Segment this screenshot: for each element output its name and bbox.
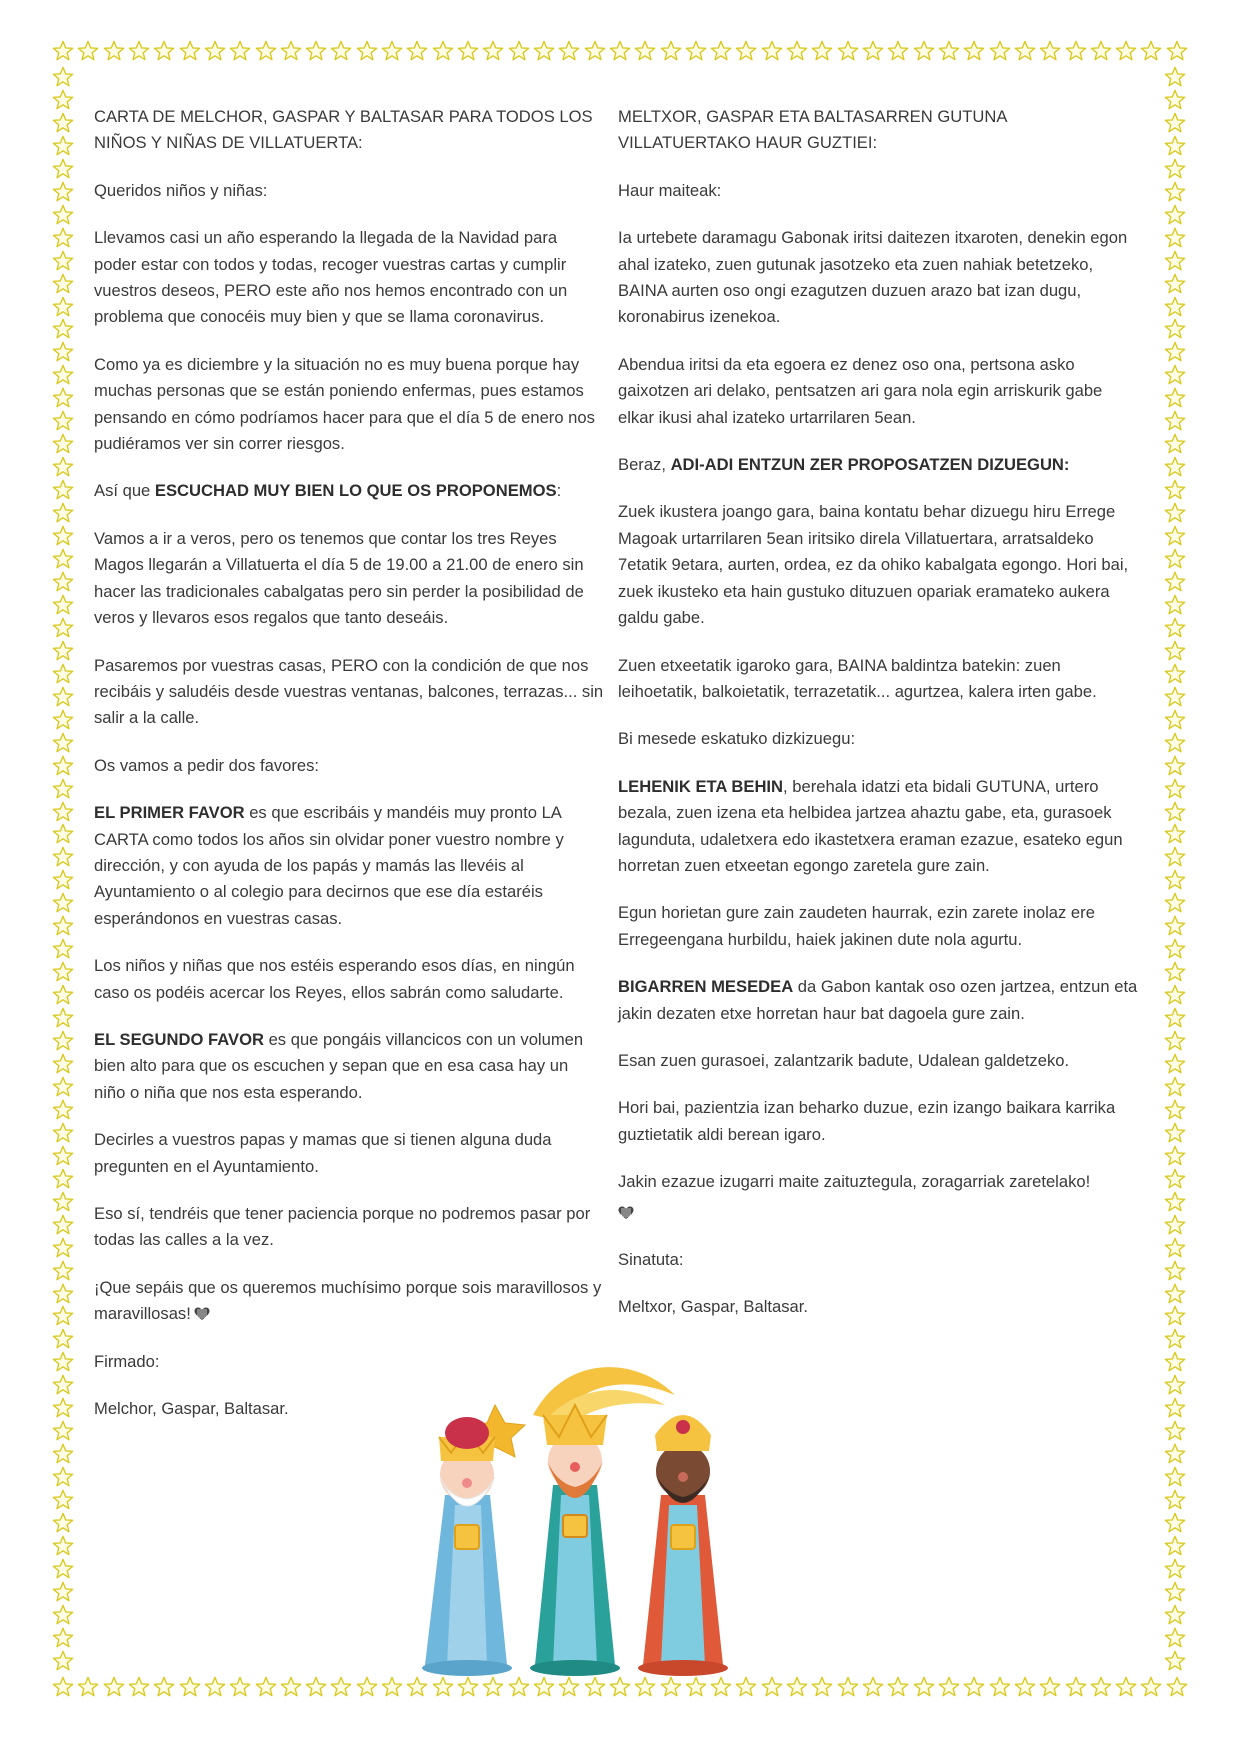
star-icon	[280, 40, 302, 62]
star-icon	[52, 410, 74, 432]
star-icon	[52, 1397, 74, 1419]
star-icon	[508, 40, 530, 62]
star-icon	[52, 869, 74, 891]
star-icon	[1164, 341, 1186, 363]
star-icon	[432, 40, 454, 62]
star-icon	[52, 755, 74, 777]
star-icon	[457, 1676, 479, 1698]
star-icon	[1164, 732, 1186, 754]
star-icon	[330, 1676, 352, 1698]
star-icon	[305, 40, 327, 62]
signed-label: Firmado:	[94, 1351, 160, 1371]
star-icon	[255, 1676, 277, 1698]
star-icon	[1164, 778, 1186, 800]
star-icon	[1164, 112, 1186, 134]
star-icon	[1164, 204, 1186, 226]
star-icon	[52, 1099, 74, 1121]
star-icon	[204, 40, 226, 62]
star-icon	[52, 1604, 74, 1626]
first-favor-text: , berehala idatzi eta bidali GUTUNA, urtero bezala, zuen izena eta helbidea jartzea ahaztu gabe, eta, gurasoek lagunduta, udaletxera edo ikastetxera eraman ezazue, esateko egun horretan zuen etxeetan egongo zaretela gure zain.	[618, 776, 1123, 875]
signed-label: Sinatuta:	[618, 1250, 684, 1269]
star-icon	[1164, 1260, 1186, 1282]
star-icon	[1164, 1650, 1186, 1672]
star-icon	[1164, 1122, 1186, 1144]
star-icon	[1164, 1007, 1186, 1029]
star-icon	[1164, 1305, 1186, 1327]
star-icon	[710, 1676, 732, 1698]
star-icon	[1164, 686, 1186, 708]
star-icon	[634, 1676, 656, 1698]
star-icon	[52, 158, 74, 180]
star-icon	[533, 1676, 555, 1698]
paragraph-9	[94, 1027, 604, 1106]
star-icon	[1166, 1676, 1188, 1698]
star-icon	[52, 1214, 74, 1236]
heart-line	[618, 1200, 1138, 1226]
star-icon	[786, 40, 808, 62]
star-icon	[1164, 1581, 1186, 1603]
king-melchor-icon	[422, 1417, 512, 1676]
star-icon	[406, 1676, 428, 1698]
star-icon	[52, 112, 74, 134]
paragraph-3	[94, 478, 604, 504]
star-icon	[482, 1676, 504, 1698]
star-icon	[1164, 296, 1186, 318]
star-icon	[52, 250, 74, 272]
star-icon	[1164, 1374, 1186, 1396]
paragraph-3	[618, 452, 1138, 478]
star-icon	[1164, 1558, 1186, 1580]
paragraph-10: Esan zuen gurasoei, zalantzarik badute, Udalean galdetzeko.	[618, 1050, 1070, 1070]
star-icon	[1164, 479, 1186, 501]
star-icon	[52, 1076, 74, 1098]
star-icon	[1164, 801, 1186, 823]
paragraph-7	[94, 800, 604, 932]
star-icon	[584, 40, 606, 62]
paragraph-11: Hori bai, pazientzia izan beharko duzue, ezin izango baikara karrika guztietatik aldi berean igaro.	[618, 1098, 1116, 1144]
paragraph-11: Eso sí, tendréis que tener paciencia porque no podremos pasar por todas las calles a la vez.	[94, 1204, 591, 1250]
star-icon	[482, 40, 504, 62]
star-icon	[1065, 40, 1087, 62]
star-icon	[52, 548, 74, 570]
paragraph-3-bold: ADI-ADI ENTZUN ZER PROPOSATZEN DIZUEGUN:	[670, 455, 1070, 475]
star-icon	[1164, 915, 1186, 937]
star-icon	[1164, 433, 1186, 455]
star-icon	[52, 1145, 74, 1167]
star-icon	[381, 1676, 403, 1698]
paragraph-2: Como ya es diciembre y la situación no es muy buena porque hay muchas personas que se están poniendo enfermas, pues estamos pensando en cómo podríamos hacer para que el día 5 de enero nos pudiéramos ver sin correr riesgos.	[94, 354, 595, 454]
second-favor-label: EL SEGUNDO FAVOR	[94, 1029, 264, 1049]
paragraph-8: Egun horietan gure zain zaudeten haurrak, ezin zarete inolaz ere Erregeengana hurbildu, haiek jakinen dute nola agurtu.	[618, 903, 1095, 949]
star-icon	[1164, 823, 1186, 845]
star-icon	[52, 296, 74, 318]
star-icon	[887, 1676, 909, 1698]
star-icon	[1164, 984, 1186, 1006]
star-icon	[735, 1676, 757, 1698]
paragraph-1: Llevamos casi un año esperando la llegada de la Navidad para poder estar con todos y todas, recoger vuestras cartas y cumplir vuestros deseos, PERO este año nos hemos encontrado con un problema que conocéis muy bien y que se llama coronavirus.	[94, 228, 568, 327]
star-icon	[862, 1676, 884, 1698]
star-border-right	[1164, 66, 1186, 1672]
star-icon	[52, 1283, 74, 1305]
star-icon	[280, 1676, 302, 1698]
star-icon	[229, 1676, 251, 1698]
star-icon	[811, 1676, 833, 1698]
star-icon	[963, 40, 985, 62]
star-icon	[685, 1676, 707, 1698]
star-icon	[1140, 1676, 1162, 1698]
star-icon	[52, 135, 74, 157]
star-border-top	[52, 40, 1188, 62]
paragraph-12-text: Jakin ezazue izugarri maite zaituztegula, zoragarriak zaretelako!	[618, 1172, 1091, 1192]
star-icon	[52, 984, 74, 1006]
star-icon	[1164, 456, 1186, 478]
star-icon	[1014, 40, 1036, 62]
star-icon	[1164, 66, 1186, 88]
star-icon	[52, 1305, 74, 1327]
star-icon	[52, 640, 74, 662]
star-icon	[963, 1676, 985, 1698]
star-icon	[685, 40, 707, 62]
star-icon	[558, 40, 580, 62]
star-icon	[1164, 1076, 1186, 1098]
star-icon	[1164, 387, 1186, 409]
star-icon	[1164, 594, 1186, 616]
star-icon	[229, 40, 251, 62]
star-icon	[1164, 227, 1186, 249]
star-icon	[457, 40, 479, 62]
star-icon	[1164, 709, 1186, 731]
salutation: Queridos niños y niñas:	[94, 180, 268, 200]
star-icon	[1115, 1676, 1137, 1698]
paragraph-7	[618, 774, 1138, 880]
star-icon	[1164, 755, 1186, 777]
star-icon	[52, 364, 74, 386]
letter-heading: MELTXOR, GASPAR ETA BALTASARREN GUTUNA VILLATUERTAKO HAUR GUZTIEI:	[618, 107, 1007, 153]
star-icon	[1164, 1604, 1186, 1626]
king-baltasar-icon	[638, 1415, 728, 1676]
signature: Melchor, Gaspar, Baltasar.	[94, 1399, 289, 1419]
star-icon	[1164, 1053, 1186, 1075]
star-icon	[52, 663, 74, 685]
star-icon	[52, 227, 74, 249]
star-icon	[1164, 571, 1186, 593]
star-icon	[989, 40, 1011, 62]
star-icon	[660, 40, 682, 62]
star-icon	[1065, 1676, 1087, 1698]
star-icon	[52, 525, 74, 547]
star-icon	[634, 40, 656, 62]
star-icon	[52, 778, 74, 800]
star-icon	[432, 1676, 454, 1698]
star-icon	[52, 1351, 74, 1373]
star-icon	[52, 1489, 74, 1511]
star-icon	[52, 387, 74, 409]
star-icon	[1164, 1191, 1186, 1213]
star-icon	[52, 433, 74, 455]
star-icon	[1164, 1443, 1186, 1465]
star-icon	[1164, 410, 1186, 432]
star-icon	[103, 40, 125, 62]
star-icon	[837, 1676, 859, 1698]
star-icon	[52, 1558, 74, 1580]
star-icon	[660, 1676, 682, 1698]
star-icon	[52, 1030, 74, 1052]
star-icon	[381, 40, 403, 62]
star-icon	[1164, 846, 1186, 868]
star-icon	[1164, 273, 1186, 295]
star-icon	[128, 1676, 150, 1698]
star-icon	[913, 1676, 935, 1698]
star-icon	[179, 40, 201, 62]
star-icon	[938, 1676, 960, 1698]
star-icon	[609, 1676, 631, 1698]
star-icon	[1164, 1397, 1186, 1419]
star-icon	[52, 456, 74, 478]
star-icon	[52, 1420, 74, 1442]
star-icon	[1164, 1535, 1186, 1557]
star-icon	[1164, 364, 1186, 386]
star-icon	[52, 732, 74, 754]
star-icon	[52, 1122, 74, 1144]
star-icon	[508, 1676, 530, 1698]
star-icon	[1090, 1676, 1112, 1698]
star-icon	[52, 1328, 74, 1350]
spanish-letter	[94, 104, 604, 1443]
star-icon	[356, 1676, 378, 1698]
star-icon	[1164, 1512, 1186, 1534]
star-icon	[179, 1676, 201, 1698]
star-icon	[1014, 1676, 1036, 1698]
star-icon	[52, 40, 74, 62]
star-icon	[1164, 938, 1186, 960]
star-icon	[52, 892, 74, 914]
paragraph-12	[618, 1169, 1138, 1195]
second-favor-text: es que pongáis villancicos con un volumen bien alto para que os escuchen y sepan que en esa casa hay un niño o niña que nos esta esperando.	[94, 1029, 584, 1102]
star-icon	[1164, 640, 1186, 662]
second-favor-text: da Gabon kantak oso ozen jartzea, entzun eta jakin dezaten etxe horretan haur bat dagoela gure zain.	[618, 977, 1138, 1023]
star-icon	[1164, 1489, 1186, 1511]
star-icon	[52, 594, 74, 616]
star-icon	[305, 1676, 327, 1698]
star-icon	[52, 1581, 74, 1603]
star-icon	[52, 1650, 74, 1672]
first-favor-label: EL PRIMER FAVOR	[94, 803, 245, 823]
star-icon	[862, 40, 884, 62]
star-icon	[52, 1260, 74, 1282]
three-kings-illustration	[415, 1365, 775, 1677]
star-icon	[1164, 1466, 1186, 1488]
star-icon	[330, 40, 352, 62]
star-icon	[1164, 502, 1186, 524]
star-icon	[761, 1676, 783, 1698]
salutation: Haur maiteak:	[618, 180, 722, 200]
star-icon	[1164, 869, 1186, 891]
paragraph-9	[618, 974, 1138, 1027]
star-icon	[52, 571, 74, 593]
star-icon	[52, 204, 74, 226]
star-icon	[609, 40, 631, 62]
star-icon	[52, 1443, 74, 1465]
paragraph-4: Zuek ikustera joango gara, baina kontatu behar dizuegu hiru Errege Magoak urtarrilaren 5ean iritsiko direla Villatuertara, arratsaldeko 7etatik 9etara, aurten, ordea, ez da ohiko kabalgata egongo. Hori bai, zuek ikusteko eta hain gustuko dituzuen opariak eramateko aukera galdu gabe.	[618, 502, 1129, 628]
star-icon	[52, 617, 74, 639]
star-icon	[584, 1676, 606, 1698]
star-icon	[1164, 135, 1186, 157]
basque-letter	[618, 104, 1138, 1342]
paragraph-5: Pasaremos por vuestras casas, PERO con la condición de que nos recibáis y saludéis desde vuestras ventanas, balcones, terrazas... sin salir a la calle.	[94, 655, 604, 728]
paragraph-6: Os vamos a pedir dos favores:	[94, 755, 320, 775]
star-icon	[1164, 663, 1186, 685]
star-icon	[887, 40, 909, 62]
paragraph-4: Vamos a ir a veros, pero os tenemos que contar los tres Reyes Magos llegarán a Villatuerta el día 5 de 19.00 a 21.00 de enero sin hacer las tradicionales cabalgatas pero sin perder la posibilidad de veros y llevaros esos regalos que tanto deseáis.	[94, 528, 584, 628]
star-icon	[1164, 1145, 1186, 1167]
star-icon	[811, 40, 833, 62]
star-icon	[1164, 961, 1186, 983]
star-icon	[1039, 40, 1061, 62]
star-icon	[1164, 89, 1186, 111]
star-icon	[52, 1627, 74, 1649]
paragraph-3-prefix: Así que	[94, 481, 155, 501]
star-icon	[356, 40, 378, 62]
paragraph-5: Zuen etxeetatik igaroko gara, BAINA baldintza batekin: zuen leihoetatik, balkoietatik, terrazetatik... agurtzea, kalera irten gabe.	[618, 655, 1097, 701]
star-icon	[837, 40, 859, 62]
star-icon	[52, 823, 74, 845]
star-icon	[52, 341, 74, 363]
star-icon	[153, 1676, 175, 1698]
star-icon	[52, 1374, 74, 1396]
star-icon	[52, 801, 74, 823]
star-icon	[52, 318, 74, 340]
star-icon	[52, 961, 74, 983]
star-icon	[710, 40, 732, 62]
second-favor-label: BIGARREN MESEDEA	[618, 977, 794, 997]
first-favor-text: es que escribáis y mandéis muy pronto LA CARTA como todos los años sin olvidar poner vuestro nombre y dirección, y con ayuda de los papás y mamás las llevéis al Ayuntamiento o al colegio para decirnos que ese día estaréis esperándonos en vuestras casas.	[94, 803, 564, 928]
star-icon	[52, 846, 74, 868]
paragraph-2: Abendua iritsi da eta egoera ez denez oso ona, pertsona asko gaixotzen ari delako, pentsatzen ari gara nola egin arriskurik gabe elkar ikusi ahal izateko urtarrilaren 5ean.	[618, 354, 1103, 427]
paragraph-6: Bi mesede eskatuko dizkizuegu:	[618, 729, 856, 749]
star-border-left	[52, 66, 74, 1672]
star-icon	[558, 1676, 580, 1698]
paragraph-3-bold: ESCUCHAD MUY BIEN LO QUE OS PROPONEMOS	[154, 481, 557, 501]
star-icon	[52, 273, 74, 295]
star-icon	[1164, 1351, 1186, 1373]
star-icon	[52, 915, 74, 937]
star-icon	[1164, 1627, 1186, 1649]
star-icon	[52, 1237, 74, 1259]
star-icon	[1164, 318, 1186, 340]
star-icon	[1164, 1030, 1186, 1052]
star-icon	[938, 40, 960, 62]
star-icon	[1164, 1099, 1186, 1121]
star-icon	[204, 1676, 226, 1698]
star-icon	[1164, 1168, 1186, 1190]
star-icon	[52, 502, 74, 524]
heart-icon	[618, 1206, 634, 1220]
paragraph-3-prefix: Beraz,	[618, 455, 671, 475]
star-icon	[52, 66, 74, 88]
star-icon	[1115, 40, 1137, 62]
star-icon	[52, 1168, 74, 1190]
paragraph-10: Decirles a vuestros papas y mamas que si tienen alguna duda pregunten en el Ayuntamiento.	[94, 1130, 552, 1176]
star-icon	[406, 40, 428, 62]
star-icon	[153, 40, 175, 62]
star-border-bottom	[52, 1676, 1188, 1698]
king-gaspar-icon	[530, 1405, 620, 1676]
star-icon	[52, 181, 74, 203]
letter-heading: CARTA DE MELCHOR, GASPAR Y BALTASAR PARA TODOS LOS NIÑOS Y NIÑAS DE VILLATUERTA:	[94, 107, 593, 153]
star-icon	[1164, 1420, 1186, 1442]
paragraph-8: Los niños y niñas que nos estéis esperando esos días, en ningún caso os podéis acercar los Reyes, ellos sabrán como saludarte.	[94, 956, 575, 1002]
star-icon	[52, 686, 74, 708]
star-icon	[1090, 40, 1112, 62]
star-icon	[1164, 548, 1186, 570]
star-icon	[761, 40, 783, 62]
star-icon	[128, 40, 150, 62]
star-icon	[52, 1512, 74, 1534]
star-icon	[77, 1676, 99, 1698]
star-icon	[533, 40, 555, 62]
star-icon	[1164, 617, 1186, 639]
first-favor-label: LEHENIK ETA BEHIN	[618, 776, 784, 796]
star-icon	[52, 1676, 74, 1698]
star-icon	[735, 40, 757, 62]
star-icon	[989, 1676, 1011, 1698]
star-icon	[1140, 40, 1162, 62]
star-icon	[52, 1191, 74, 1213]
star-icon	[52, 479, 74, 501]
star-icon	[1164, 181, 1186, 203]
star-icon	[1164, 1214, 1186, 1236]
star-icon	[913, 40, 935, 62]
star-icon	[77, 40, 99, 62]
paragraph-3-suffix: :	[556, 481, 562, 501]
star-icon	[786, 1676, 808, 1698]
star-icon	[52, 1466, 74, 1488]
star-icon	[103, 1676, 125, 1698]
star-icon	[255, 40, 277, 62]
star-icon	[52, 1007, 74, 1029]
heart-icon	[194, 1307, 210, 1321]
star-icon	[1166, 40, 1188, 62]
star-icon	[52, 709, 74, 731]
signature: Meltxor, Gaspar, Baltasar.	[618, 1297, 808, 1317]
star-icon	[52, 1053, 74, 1075]
star-icon	[1164, 250, 1186, 272]
star-icon	[1039, 1676, 1061, 1698]
star-icon	[1164, 892, 1186, 914]
star-icon	[1164, 525, 1186, 547]
paragraph-12	[94, 1275, 604, 1328]
star-icon	[1164, 1283, 1186, 1305]
star-icon	[1164, 158, 1186, 180]
star-icon	[52, 1535, 74, 1557]
star-icon	[52, 938, 74, 960]
star-icon	[1164, 1237, 1186, 1259]
paragraph-12-text: ¡Que sepáis que os queremos muchísimo porque sois maravillosos y maravillosas!	[94, 1277, 602, 1324]
star-icon	[52, 89, 74, 111]
star-icon	[1164, 1328, 1186, 1350]
paragraph-1: Ia urtebete daramagu Gabonak iritsi daitezen itxaroten, denekin egon ahal izateko, zuen gutunak jasotzeko eta zuen nahiak betetzeko, BAINA aurten oso ongi ezagutzen duzuen arazo bat izan dugu, koronabirus izenekoa.	[618, 228, 1128, 327]
